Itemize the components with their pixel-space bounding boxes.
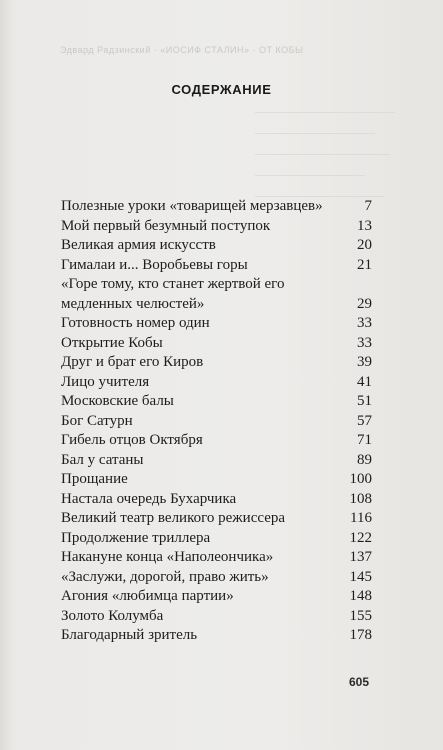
toc-entry — [61, 529, 372, 549]
toc-entry-title: Московские балы — [61, 393, 174, 409]
toc-entry-title: Великий театр великого режиссера — [61, 510, 286, 526]
toc-entry — [61, 509, 372, 529]
toc-entry-page: 137 — [349, 549, 372, 565]
toc-entry-title: Бал у сатаны — [61, 451, 144, 468]
toc-entry-page: 148 — [349, 588, 372, 604]
toc-entry-title: Бог Сатурн — [61, 412, 133, 429]
contents-title: СОДЕРЖАНИЕ — [171, 82, 272, 97]
toc-entry — [61, 607, 372, 627]
toc-entry — [61, 373, 372, 393]
toc-entry-page: 20 — [357, 237, 372, 253]
toc-entry — [61, 626, 372, 646]
toc-entry — [61, 353, 372, 373]
toc-entry — [61, 412, 372, 432]
toc-entry-title: Готовность номер один — [61, 315, 210, 331]
toc-entry-title: Полезные уроки «товарищей мерзавцев» — [61, 198, 323, 214]
toc-entry-title: Золото Колумба — [61, 607, 164, 624]
toc-entry-title: Агония «любимца партии» — [61, 588, 234, 604]
toc-entry-page: 13 — [357, 217, 372, 234]
toc-entry-page: 29 — [357, 295, 372, 312]
toc-entry — [61, 548, 372, 568]
toc-entry — [61, 587, 372, 607]
toc-entry-page: 41 — [357, 373, 372, 390]
toc-entry-page: 7 — [364, 198, 372, 214]
toc-entry-title: Гималаи и... Воробьевы горы — [61, 256, 248, 273]
toc-entry-title: Великая армия искусств — [61, 237, 216, 253]
toc-entry-page: 33 — [357, 334, 372, 351]
toc-entry-title: Друг и брат его Киров — [61, 354, 204, 370]
toc-entry — [61, 314, 372, 334]
faded-running-header: Эдвард Радзинский · «ИОСИФ СТАЛИН» · ОТ КОБЫ — [60, 45, 304, 55]
toc-entry-page: 57 — [357, 412, 372, 429]
toc-entry — [61, 490, 372, 510]
toc-entry-page: 108 — [349, 490, 372, 507]
toc-entry-title: Благодарный зритель — [61, 627, 198, 643]
table-of-contents — [61, 197, 372, 646]
toc-entry-title: Продолжение триллера — [61, 529, 211, 546]
toc-entry — [61, 470, 372, 490]
toc-entry-title: Мой первый безумный поступок — [61, 217, 271, 234]
toc-entry-page: 89 — [357, 451, 372, 468]
toc-entry-page: 39 — [357, 354, 372, 370]
bleed-through-text — [255, 92, 405, 197]
toc-entry-title: «Горе тому, кто станет жертвой его медленных челюстей» — [61, 276, 285, 312]
toc-entry — [61, 256, 372, 276]
toc-entry — [61, 568, 372, 588]
toc-entry — [61, 392, 372, 412]
toc-entry-title: Прощание — [61, 471, 128, 487]
toc-entry — [61, 334, 372, 354]
toc-entry — [61, 197, 372, 217]
toc-entry-title: Накануне конца «Наполеончика» — [61, 549, 274, 565]
toc-entry-page: 155 — [349, 607, 372, 624]
toc-entry — [61, 451, 372, 471]
toc-entry-page: 71 — [357, 432, 372, 448]
toc-entry — [61, 236, 372, 256]
toc-entry-page: 51 — [357, 393, 372, 409]
toc-entry — [61, 275, 372, 314]
toc-entry-page: 33 — [357, 315, 372, 331]
toc-entry-title: Гибель отцов Октября — [61, 432, 203, 448]
toc-entry-title: «Заслужи, дорогой, право жить» — [61, 568, 269, 585]
toc-entry-page: 100 — [349, 471, 372, 487]
toc-entry — [61, 431, 372, 451]
toc-entry-page: 21 — [357, 256, 372, 273]
toc-entry-title: Лицо учителя — [61, 373, 150, 390]
toc-entry-page: 116 — [350, 510, 372, 526]
toc-entry-title: Настала очередь Бухарчика — [61, 490, 237, 507]
toc-entry-title: Открытие Кобы — [61, 334, 163, 351]
toc-entry-page: 122 — [349, 529, 372, 546]
page-number: 605 — [349, 675, 370, 689]
toc-entry-page: 145 — [349, 568, 372, 585]
toc-entry-page: 178 — [349, 627, 372, 643]
toc-entry — [61, 217, 372, 237]
